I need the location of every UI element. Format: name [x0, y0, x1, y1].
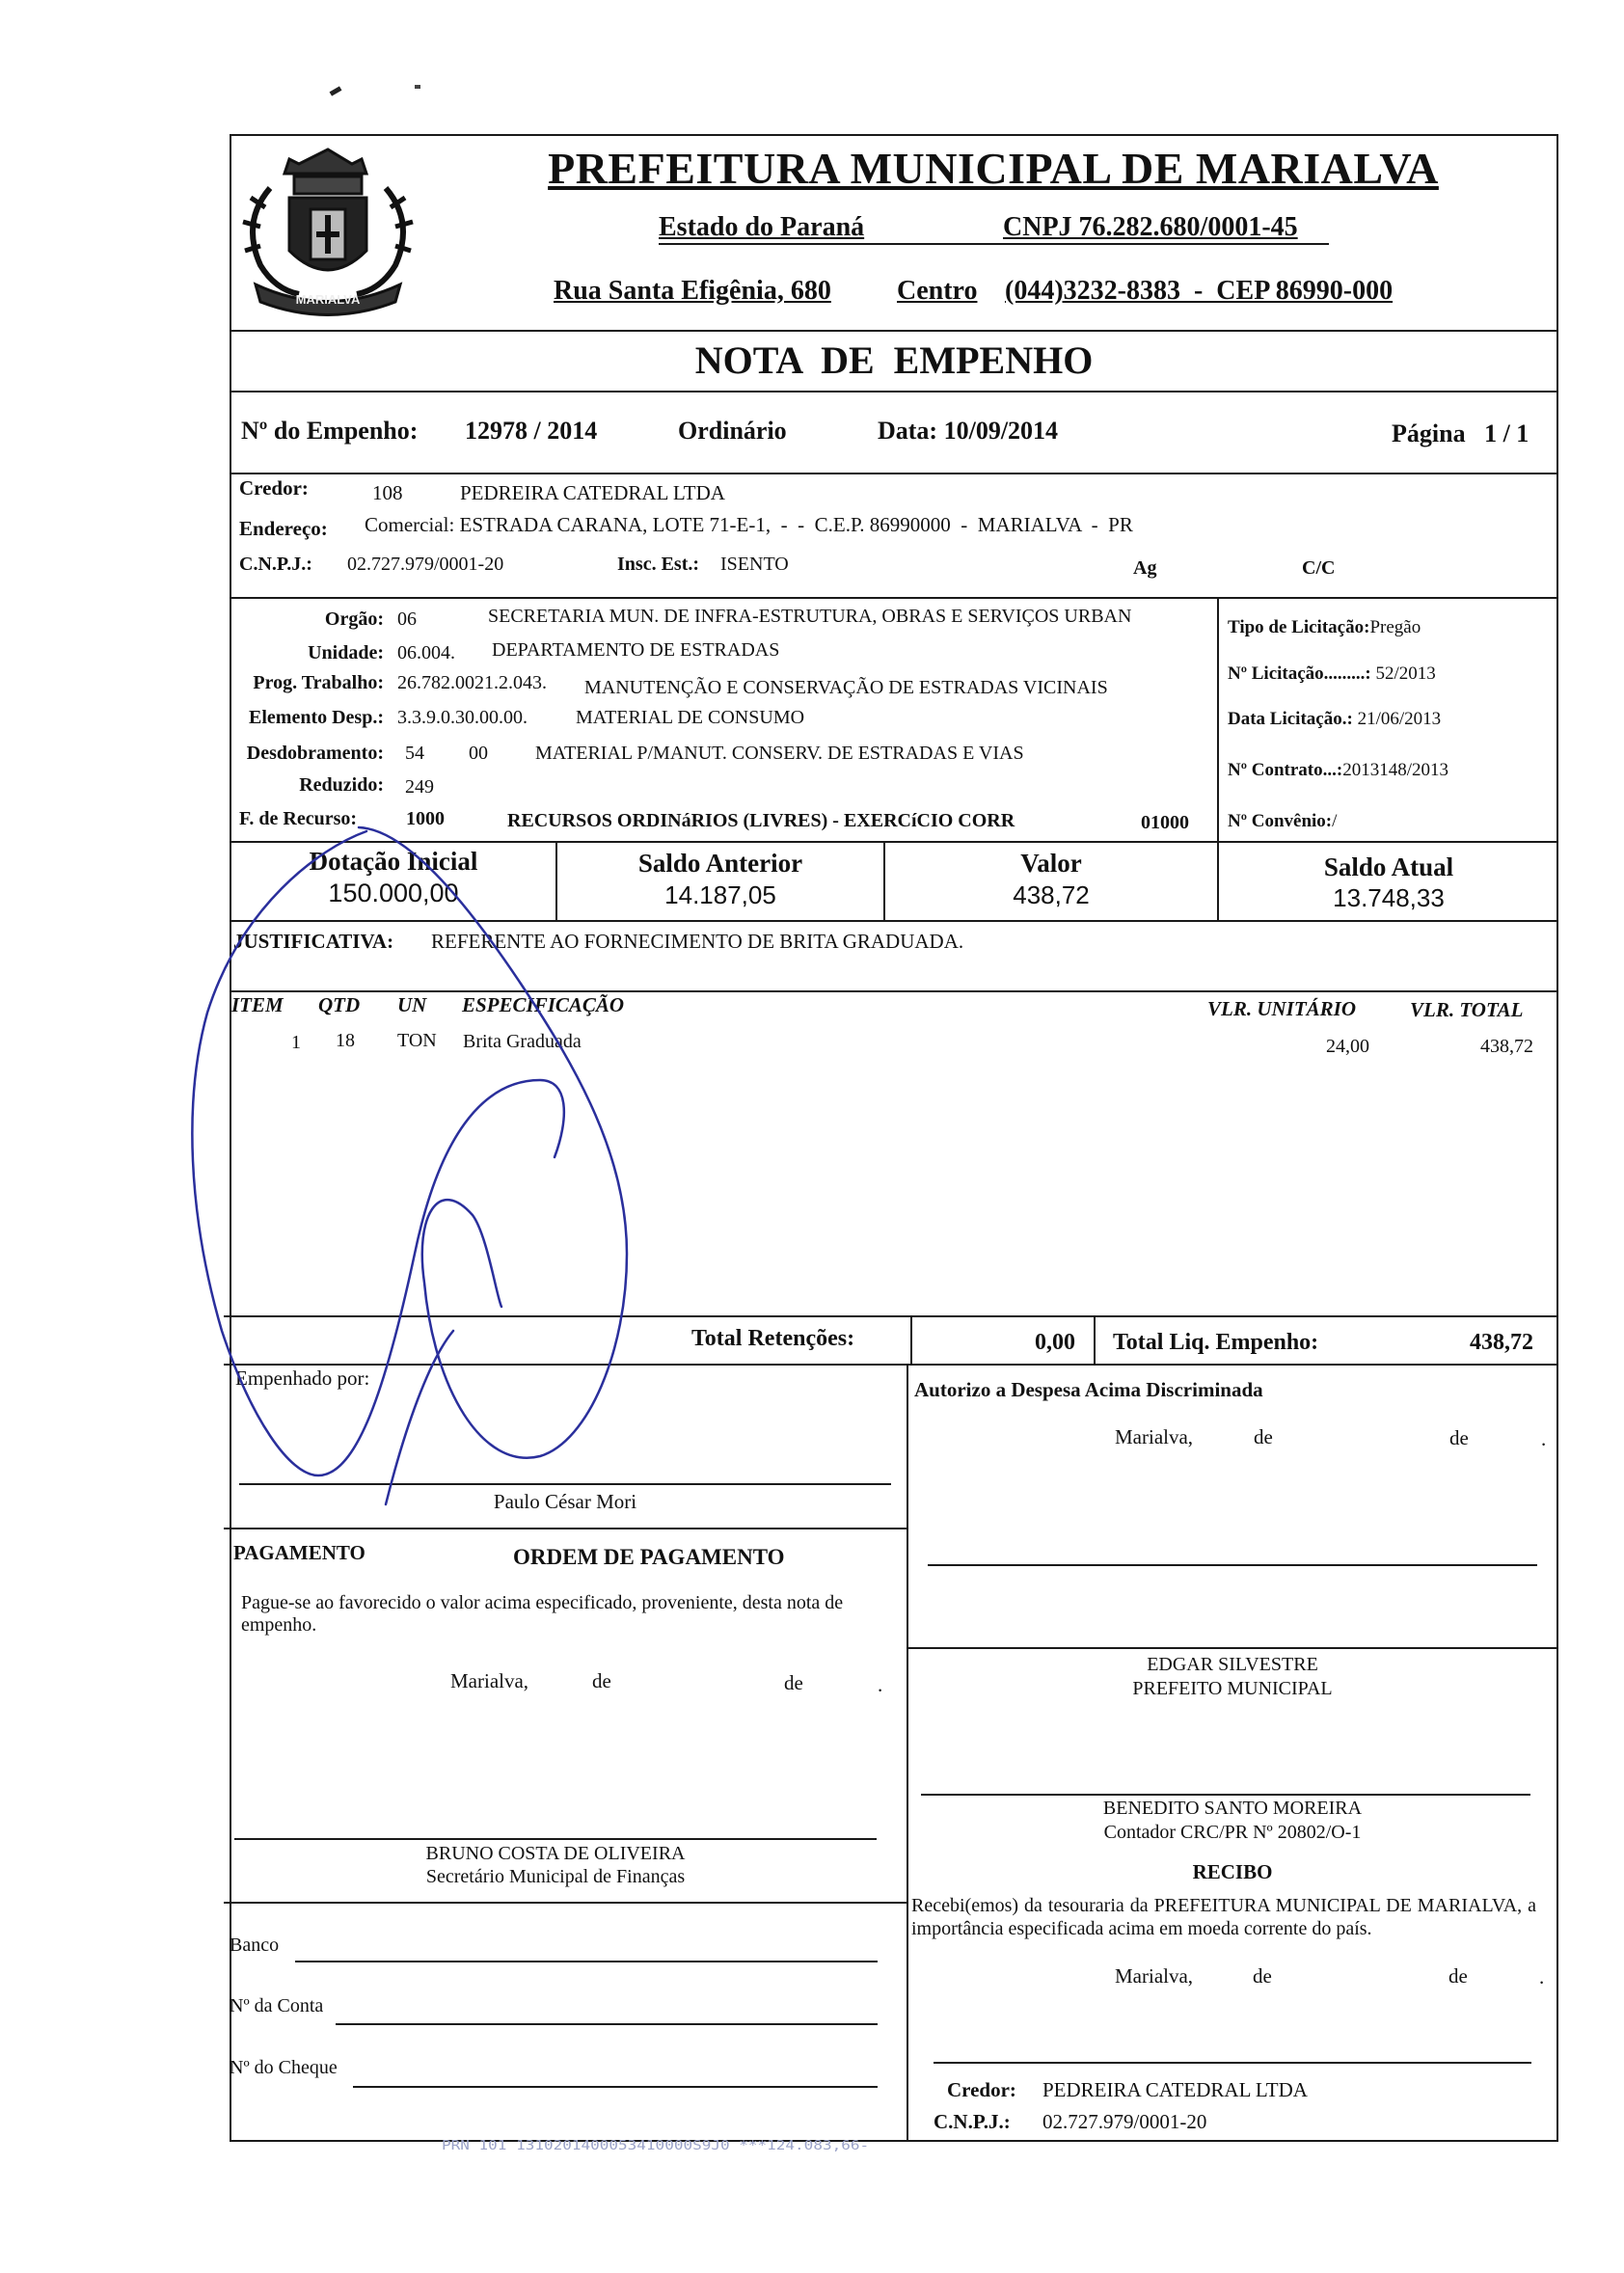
pagamento-de-1: de: [592, 1669, 611, 1692]
empenhado-por-label: Empenhado por:: [235, 1367, 370, 1390]
pagamento-text: Pague-se ao favorecido o valor acima especificado, proveniente, desta nota de empenho.: [241, 1592, 844, 1636]
orgao-label: Orgão:: [324, 609, 384, 630]
reduzido-label: Reduzido:: [299, 774, 384, 796]
items-header-item: ITEM: [231, 993, 284, 1016]
recibo-signature-line: [934, 2062, 1531, 2064]
desdobramento-label: Desdobramento:: [246, 743, 384, 764]
banco-field[interactable]: [295, 1961, 878, 1962]
orgao-name: SECRETARIA MUN. DE INFRA-ESTRUTURA, OBRAS E SERVIÇOS URBAN: [488, 606, 1132, 627]
desdobramento-code-2: 00: [469, 743, 488, 764]
items-header-total-value: VLR. TOTAL: [1410, 998, 1524, 1021]
data-licitacao-row: [1228, 709, 1441, 730]
autorizo-de-2: de: [1449, 1426, 1469, 1449]
banco-label: Banco: [230, 1935, 280, 1956]
pagamento-signer-role: Secretário Municipal de Finanças: [425, 1866, 686, 1887]
empenho-label: Nº do Empenho:: [241, 417, 419, 445]
totals-divider-2: [1094, 1315, 1096, 1364]
header-rule-1: [659, 243, 1329, 245]
autorizo-dot: .: [1541, 1427, 1547, 1450]
row-spec: Brita Graduada: [463, 1031, 582, 1052]
justificativa-bottom-rule: [230, 990, 1558, 992]
pagamento-signature-line: [234, 1838, 877, 1840]
recurso-code-2: 01000: [1141, 812, 1189, 833]
saldo-anterior-label: Saldo Anterior: [637, 849, 803, 878]
pagamento-de-2: de: [784, 1671, 803, 1694]
prefeito-role: PREFEITO MUNICIPAL: [1132, 1678, 1333, 1699]
header-street: Rua Santa Efigênia, 680: [554, 276, 831, 306]
pagamento-signer-name: BRUNO COSTA DE OLIVEIRA: [425, 1843, 686, 1864]
dotacao-inicial-value: 150.000,00: [328, 879, 459, 907]
prog-code: 26.782.0021.2.043.: [397, 672, 547, 693]
recibo-place: Marialva,: [1115, 1964, 1194, 1988]
elemento-label: Elemento Desp.:: [249, 707, 384, 728]
title-bottom-rule: [230, 391, 1558, 392]
empenho-row-rule: [230, 473, 1558, 474]
scan-mark: [330, 86, 342, 95]
data-licitacao-value: 21/06/2013: [1357, 709, 1442, 729]
empenhado-signer: Paulo César Mori: [493, 1490, 637, 1513]
credor-address: Comercial: ESTRADA CARANA, LOTE 71-E-1, - - C.E.P. 86990000 - MARIALVA - PR: [365, 513, 1133, 536]
pagamento-dot: .: [878, 1673, 883, 1696]
contrato-value: 2013148/2013: [1342, 760, 1448, 780]
insc-label: Insc. Est.:: [617, 554, 700, 575]
table-row: [231, 1030, 1533, 1059]
saldo-atual-label: Saldo Atual: [1323, 852, 1454, 881]
saldo-anterior-value: 14.187,05: [664, 880, 776, 909]
autorizo-place: Marialva,: [1115, 1425, 1194, 1448]
address-label: Endereço:: [239, 517, 328, 540]
header-bottom-rule: [230, 330, 1558, 332]
page-title: PREFEITURA MUNICIPAL DE MARIALVA: [548, 144, 1439, 193]
unidade-name: DEPARTAMENTO DE ESTRADAS: [492, 639, 780, 661]
autorizo-bottom-rule: [907, 1647, 1558, 1649]
dotacao-inicial-label: Dotação Inicial: [309, 847, 478, 876]
cheque-field[interactable]: [353, 2086, 878, 2088]
crest-banner-text: MARIALVA: [295, 292, 361, 307]
header-district: Centro: [897, 276, 978, 306]
justificativa-text: REFERENTE AO FORNECIMENTO DE BRITA GRADUADA.: [431, 930, 964, 953]
empenho-date: Data: 10/09/2014: [878, 417, 1059, 445]
empenho-type: Ordinário: [678, 417, 787, 445]
total-retencoes-label: Total Retenções:: [691, 1326, 855, 1351]
contador-signature-line: [921, 1794, 1530, 1796]
header-phone-cep: (044)3232-8383 - CEP 86990-000: [1005, 276, 1394, 306]
empenho-number: 12978 / 2014: [465, 417, 598, 445]
credor-cnpj-label: C.N.P.J.:: [239, 554, 312, 575]
convenio-label: Nº Convênio:: [1228, 811, 1333, 831]
data-licitacao-label: Data Licitação.:: [1228, 709, 1353, 729]
conta-field[interactable]: [336, 2023, 878, 2025]
convenio-row: [1228, 811, 1337, 832]
contrato-label: Nº Contrato...:: [1228, 760, 1343, 780]
unidade-label: Unidade:: [308, 642, 384, 663]
scan-mark-2: [415, 85, 420, 89]
autorizo-label: Autorizo a Despesa Acima Discriminada: [914, 1378, 1263, 1401]
conta-label: Nº da Conta: [230, 1995, 324, 2016]
unidade-code: 06.004.: [397, 642, 455, 663]
credor-name: PEDREIRA CATEDRAL LTDA: [460, 481, 725, 504]
lower-center-divider: [907, 1364, 908, 2142]
contador-name: BENEDITO SANTO MOREIRA: [1102, 1798, 1363, 1819]
pagamento-place: Marialva,: [450, 1669, 529, 1692]
ordem-pagamento-label: ORDEM DE PAGAMENTO: [513, 1545, 785, 1569]
total-liquido-label: Total Liq. Empenho:: [1113, 1330, 1319, 1355]
city-crest: [231, 130, 424, 328]
recibo-credor-label: Credor:: [947, 2078, 1016, 2101]
saldos-bottom-rule: [230, 920, 1558, 922]
empenhado-signature-line: [239, 1483, 891, 1485]
cheque-label: Nº do Cheque: [230, 2057, 338, 2078]
orgao-code: 06: [397, 609, 417, 630]
prefeito-name: EDGAR SILVESTRE: [1147, 1654, 1318, 1675]
recibo-dot: .: [1539, 1965, 1545, 1989]
document-title: NOTA DE EMPENHO: [694, 338, 1094, 382]
recibo-de-2: de: [1448, 1964, 1468, 1988]
items-header-unit-value: VLR. UNITÁRIO: [1207, 997, 1357, 1020]
credor-code: 108: [372, 481, 403, 504]
contador-role: Contador CRC/PR Nº 20802/O-1: [1103, 1822, 1362, 1843]
saldo-atual-value: 13.748,33: [1333, 883, 1445, 912]
empenhado-bottom-rule: [224, 1528, 907, 1529]
desdobramento-code-1: 54: [405, 743, 424, 764]
contrato-row: [1228, 760, 1448, 781]
credor-cnpj: 02.727.979/0001-20: [347, 554, 504, 575]
page-indicator: Página 1 / 1: [1392, 419, 1529, 447]
recurso-code: 1000: [406, 808, 445, 829]
header-cnpj: CNPJ 76.282.680/0001-45: [1003, 212, 1298, 242]
valor-value: 438,72: [1013, 880, 1090, 909]
justificativa-label: JUSTIFICATIVA:: [233, 930, 394, 953]
items-header-spec: ESPECIFICAÇÃO: [462, 993, 625, 1016]
totals-divider-1: [910, 1315, 912, 1364]
recibo-cnpj-label: C.N.P.J.:: [934, 2110, 1011, 2133]
row-unit-value: 24,00: [1326, 1036, 1369, 1057]
items-header-un: UN: [397, 993, 427, 1016]
pagamento-bottom-rule: [224, 1902, 907, 1904]
numero-licitacao-row: [1228, 663, 1436, 685]
recurso-name: RECURSOS ORDINáRIOS (LIVRES) - EXERCíCIO CORR: [507, 810, 1015, 831]
reduzido-value: 249: [405, 776, 434, 798]
total-liquido-value: 438,72: [1470, 1330, 1533, 1355]
totals-bottom-rule: [224, 1364, 1558, 1366]
licitacao-divider: [1217, 597, 1219, 842]
autorizo-de-1: de: [1254, 1425, 1273, 1448]
row-qtd: 18: [336, 1030, 355, 1051]
numero-licitacao-label: Nº Licitação.........:: [1228, 663, 1371, 684]
row-un: TON: [397, 1030, 437, 1051]
elemento-code: 3.3.9.0.30.00.00.: [397, 707, 528, 728]
recibo-de-1: de: [1253, 1964, 1272, 1988]
recibo-credor-name: PEDREIRA CATEDRAL LTDA: [1042, 2078, 1308, 2101]
cc-label: C/C: [1302, 557, 1336, 579]
items-bottom-rule: [224, 1315, 1558, 1317]
row-total-value: 438,72: [1480, 1036, 1533, 1057]
tipo-licitacao-label: [1228, 617, 1421, 638]
total-retencoes-value: 0,00: [1035, 1330, 1075, 1355]
recibo-text: Recebi(emos) da tesouraria da PREFEITURA MUNICIPAL DE MARIALVA, a importância especificada acima em moeda corrente do país.: [911, 1895, 1536, 1939]
desdobramento-name: MATERIAL P/MANUT. CONSERV. DE ESTRADAS E VIAS: [535, 743, 1024, 764]
valor-label: Valor: [1020, 849, 1082, 878]
row-item: 1: [291, 1032, 301, 1053]
state-name: Estado do Paraná: [659, 212, 865, 242]
tipo-licitacao-value: Pregão: [1369, 617, 1421, 637]
convenio-value: /: [1332, 811, 1338, 831]
tipo-licitacao-label-text: Tipo de Licitação:: [1228, 617, 1370, 637]
prog-label: Prog. Trabalho:: [253, 672, 384, 693]
recurso-label: F. de Recurso:: [239, 808, 358, 829]
recibo-label: RECIBO: [1192, 1860, 1273, 1883]
items-header-qtd: QTD: [318, 993, 361, 1016]
budget-bottom-rule: [230, 841, 1558, 843]
autorizo-signature-line: [928, 1564, 1537, 1566]
ag-label: Ag: [1133, 557, 1157, 579]
prog-name: MANUTENÇÃO E CONSERVAÇÃO DE ESTRADAS VICINAIS: [584, 677, 1108, 698]
elemento-name: MATERIAL DE CONSUMO: [576, 707, 805, 728]
credor-label: Credor:: [239, 476, 309, 500]
recibo-cnpj-value: 02.727.979/0001-20: [1042, 2110, 1207, 2133]
insc-value: ISENTO: [720, 554, 789, 575]
pagamento-label: PAGAMENTO: [233, 1541, 365, 1564]
bank-authentication-stamp: PRN 101 1310201400053410000S9J0 ***124.083,66-: [442, 2137, 870, 2153]
numero-licitacao-value: 52/2013: [1375, 663, 1436, 684]
credor-bottom-rule: [230, 597, 1558, 599]
